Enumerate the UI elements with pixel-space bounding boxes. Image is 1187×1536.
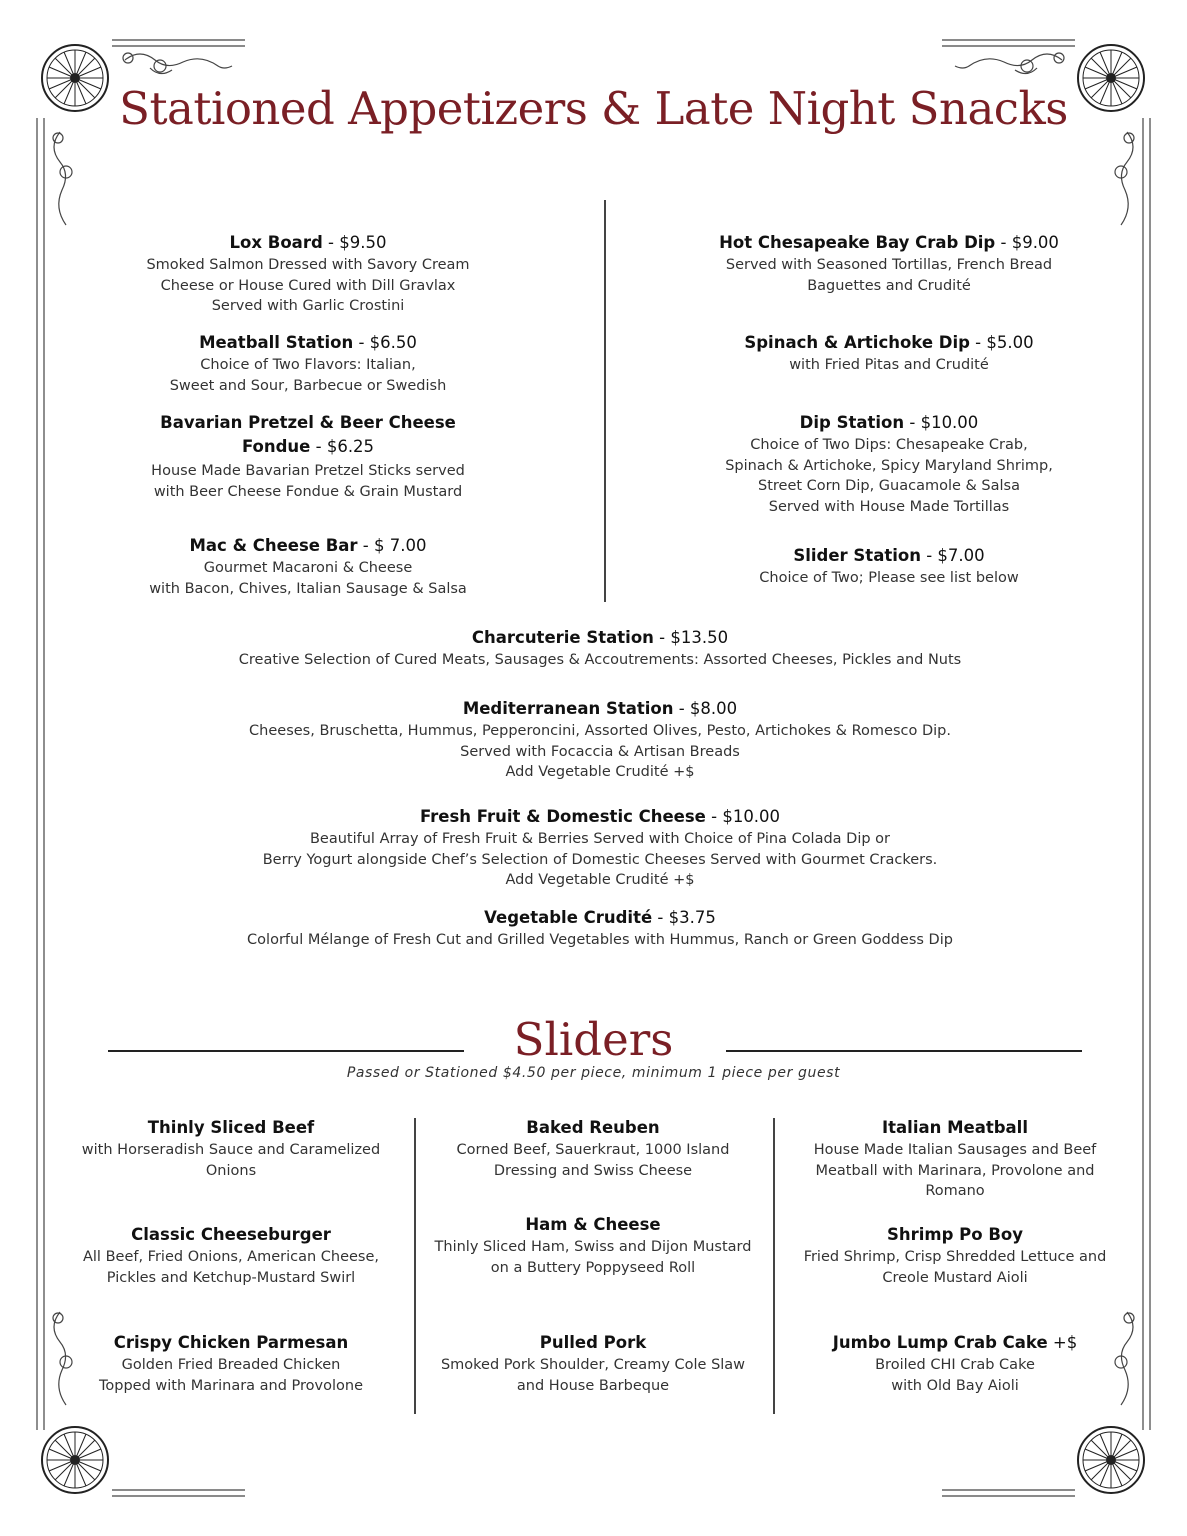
slider-item	[62, 1331, 400, 1396]
item-name: Jumbo Lump Crab Cake	[832, 1333, 1048, 1352]
item-desc-line: Thinly Sliced Ham, Swiss and Dijon Mustard	[434, 1239, 752, 1255]
item-desc-line: House Made Italian Sausages and Beef	[813, 1142, 1097, 1158]
page-title: Stationed Appetizers & Late Night Snacks	[119, 82, 1068, 135]
menu-item	[690, 331, 1088, 376]
item-desc-line: Onions	[205, 1162, 257, 1179]
item-desc-line: with Old Bay Aioli	[891, 1377, 1019, 1394]
item-desc-line: Golden Fried Breaded Chicken	[121, 1357, 341, 1373]
item-desc-line: Choice of Two Flavors: Italian,	[200, 357, 416, 373]
item-name: Charcuterie Station	[471, 628, 654, 647]
item-desc-line: Colorful Mélange of Fresh Cut and Grilled Vegetables with Hummus, Ranch or Green Goddess Dip	[247, 932, 953, 948]
item-desc-line: All Beef, Fried Onions, American Cheese,	[82, 1249, 380, 1265]
item-desc-line: with Bacon, Chives, Italian Sausage & Salsa	[149, 580, 467, 597]
item-name: Spinach & Artichoke Dip	[744, 333, 970, 352]
item-desc-line: Served with House Made Tortillas	[768, 499, 1010, 516]
item-desc-line: Beautiful Array of Fresh Fruit & Berries Served with Choice of Pina Colada Dip or	[309, 831, 891, 847]
item-desc-line: Sweet and Sour, Barbecue or Swedish	[169, 377, 447, 394]
item-name: Meatball Station	[199, 333, 354, 352]
item-desc-line: Smoked Salmon Dressed with Savory Cream	[146, 257, 470, 273]
item-name: Thinly Sliced Beef	[147, 1118, 315, 1137]
item-price: - $ 7.00	[357, 536, 427, 555]
item-name: Classic Cheeseburger	[131, 1225, 331, 1244]
item-desc-line: Baguettes and Crudité	[807, 277, 971, 294]
item-price: - $9.00	[995, 233, 1059, 252]
item-name: Mediterranean Station	[462, 699, 674, 718]
slider-item	[423, 1116, 763, 1181]
item-desc-line: with Horseradish Sauce and Caramelized	[81, 1142, 381, 1158]
item-price: - $7.00	[920, 546, 985, 565]
item-price: - $8.00	[673, 699, 738, 718]
item-desc-line: Street Corn Dip, Guacamole & Salsa	[758, 478, 1020, 495]
item-price: - $6.50	[353, 333, 417, 352]
item-name: Hot Chesapeake Bay Crab Dip	[719, 233, 996, 252]
item-name: Bavarian Pretzel & Beer Cheese	[160, 413, 456, 432]
item-name: Baked Reuben	[526, 1118, 660, 1137]
item-name: Pulled Pork	[539, 1333, 647, 1352]
item-desc-line: Add Vegetable Crudité +$	[505, 872, 695, 889]
menu-item	[690, 411, 1088, 518]
item-desc-line: Fried Shrimp, Crisp Shredded Lettuce and	[803, 1249, 1107, 1265]
item-desc-line: Gourmet Macaroni & Cheese	[203, 560, 413, 576]
slider-item	[423, 1213, 763, 1278]
slider-item	[785, 1223, 1125, 1288]
menu-item	[108, 231, 508, 317]
menu-item	[108, 411, 508, 502]
item-desc-line: Berry Yogurt alongside Chef’s Selection of Domestic Cheeses Served with Gourmet Crackers.	[262, 851, 938, 868]
item-name: Slider Station	[793, 546, 921, 565]
item-desc-line: Broiled CHI Crab Cake	[875, 1357, 1035, 1373]
item-desc-line: Served with Garlic Crostini	[211, 298, 405, 315]
menu-item	[690, 231, 1088, 296]
item-desc-line: Creative Selection of Cured Meats, Sausages & Accoutrements: Assorted Cheeses, Pickles and Nuts	[238, 652, 962, 668]
item-desc-line: with Fried Pitas and Crudité	[789, 357, 989, 373]
item-price: - $10.00	[904, 413, 979, 432]
item-name: Italian Meatball	[882, 1118, 1028, 1137]
slider-item	[423, 1331, 763, 1396]
slider-item	[785, 1331, 1125, 1396]
column-divider	[773, 1118, 775, 1414]
item-desc-line: and House Barbeque	[516, 1377, 670, 1394]
column-divider	[414, 1118, 416, 1414]
item-name: Fresh Fruit & Domestic Cheese	[419, 807, 706, 826]
item-desc-line: Served with Seasoned Tortillas, French Bread	[725, 257, 1053, 273]
menu-item	[150, 906, 1050, 951]
menu-item	[150, 805, 1050, 891]
item-price: - $3.75	[652, 908, 716, 927]
item-desc-line: Cheese or House Cured with Dill Gravlax	[160, 277, 456, 294]
item-desc-line: Romano	[925, 1183, 985, 1200]
item-name: Lox Board	[229, 233, 323, 252]
item-desc-line: Cheeses, Bruschetta, Hummus, Pepperoncini, Assorted Olives, Pesto, Artichokes & Romesco Dip.	[249, 723, 951, 739]
item-name: Mac & Cheese Bar	[189, 536, 358, 555]
item-desc-line: Corned Beef, Sauerkraut, 1000 Island	[456, 1142, 730, 1158]
menu-item	[108, 331, 508, 396]
item-price: - $13.50	[653, 628, 729, 647]
item-name: Vegetable Crudité	[484, 908, 653, 927]
item-desc-line: House Made Bavarian Pretzel Sticks served	[151, 463, 465, 479]
item-desc-line: Add Vegetable Crudité +$	[505, 764, 695, 781]
item-desc-line: Served with Focaccia & Artisan Breads	[460, 743, 740, 760]
menu-item	[150, 626, 1050, 671]
item-name: Crispy Chicken Parmesan	[113, 1333, 349, 1352]
item-price: - $6.25	[310, 437, 375, 456]
item-desc-line: Smoked Pork Shoulder, Creamy Cole Slaw	[440, 1357, 746, 1373]
slider-item	[62, 1223, 400, 1288]
item-desc-line: Meatball with Marinara, Provolone and	[815, 1162, 1095, 1179]
item-name: Dip Station	[799, 413, 905, 432]
item-desc-line: on a Buttery Poppyseed Roll	[490, 1259, 696, 1276]
item-price: - $5.00	[969, 333, 1034, 352]
item-desc-line: with Beer Cheese Fondue & Grain Mustard	[153, 483, 463, 500]
section-subtitle: Passed or Stationed $4.50 per piece, minimum 1 piece per guest	[346, 1065, 841, 1081]
item-price: +$	[1047, 1333, 1078, 1352]
slider-item	[785, 1116, 1125, 1202]
column-divider	[604, 200, 606, 602]
item-name: Ham & Cheese	[525, 1215, 661, 1234]
slider-item	[62, 1116, 400, 1181]
item-desc-line: Choice of Two; Please see list below	[759, 570, 1019, 586]
item-desc-line: Creole Mustard Aioli	[882, 1269, 1028, 1286]
item-name-line2: Fondue	[241, 437, 311, 456]
item-desc-line: Pickles and Ketchup-Mustard Swirl	[106, 1269, 356, 1286]
item-name: Shrimp Po Boy	[886, 1225, 1023, 1244]
item-desc-line: Spinach & Artichoke, Spicy Maryland Shrimp,	[725, 457, 1053, 474]
item-price: - $9.50	[322, 233, 387, 252]
item-desc-line: Dressing and Swiss Cheese	[493, 1162, 693, 1179]
item-price: - $10.00	[705, 807, 781, 826]
menu-item	[108, 534, 508, 599]
menu-item	[150, 697, 1050, 783]
section-title: Sliders	[513, 1013, 674, 1066]
item-desc-line: Choice of Two Dips: Chesapeake Crab,	[750, 437, 1028, 453]
item-desc-line: Topped with Marinara and Provolone	[98, 1377, 364, 1394]
menu-item	[690, 544, 1088, 589]
